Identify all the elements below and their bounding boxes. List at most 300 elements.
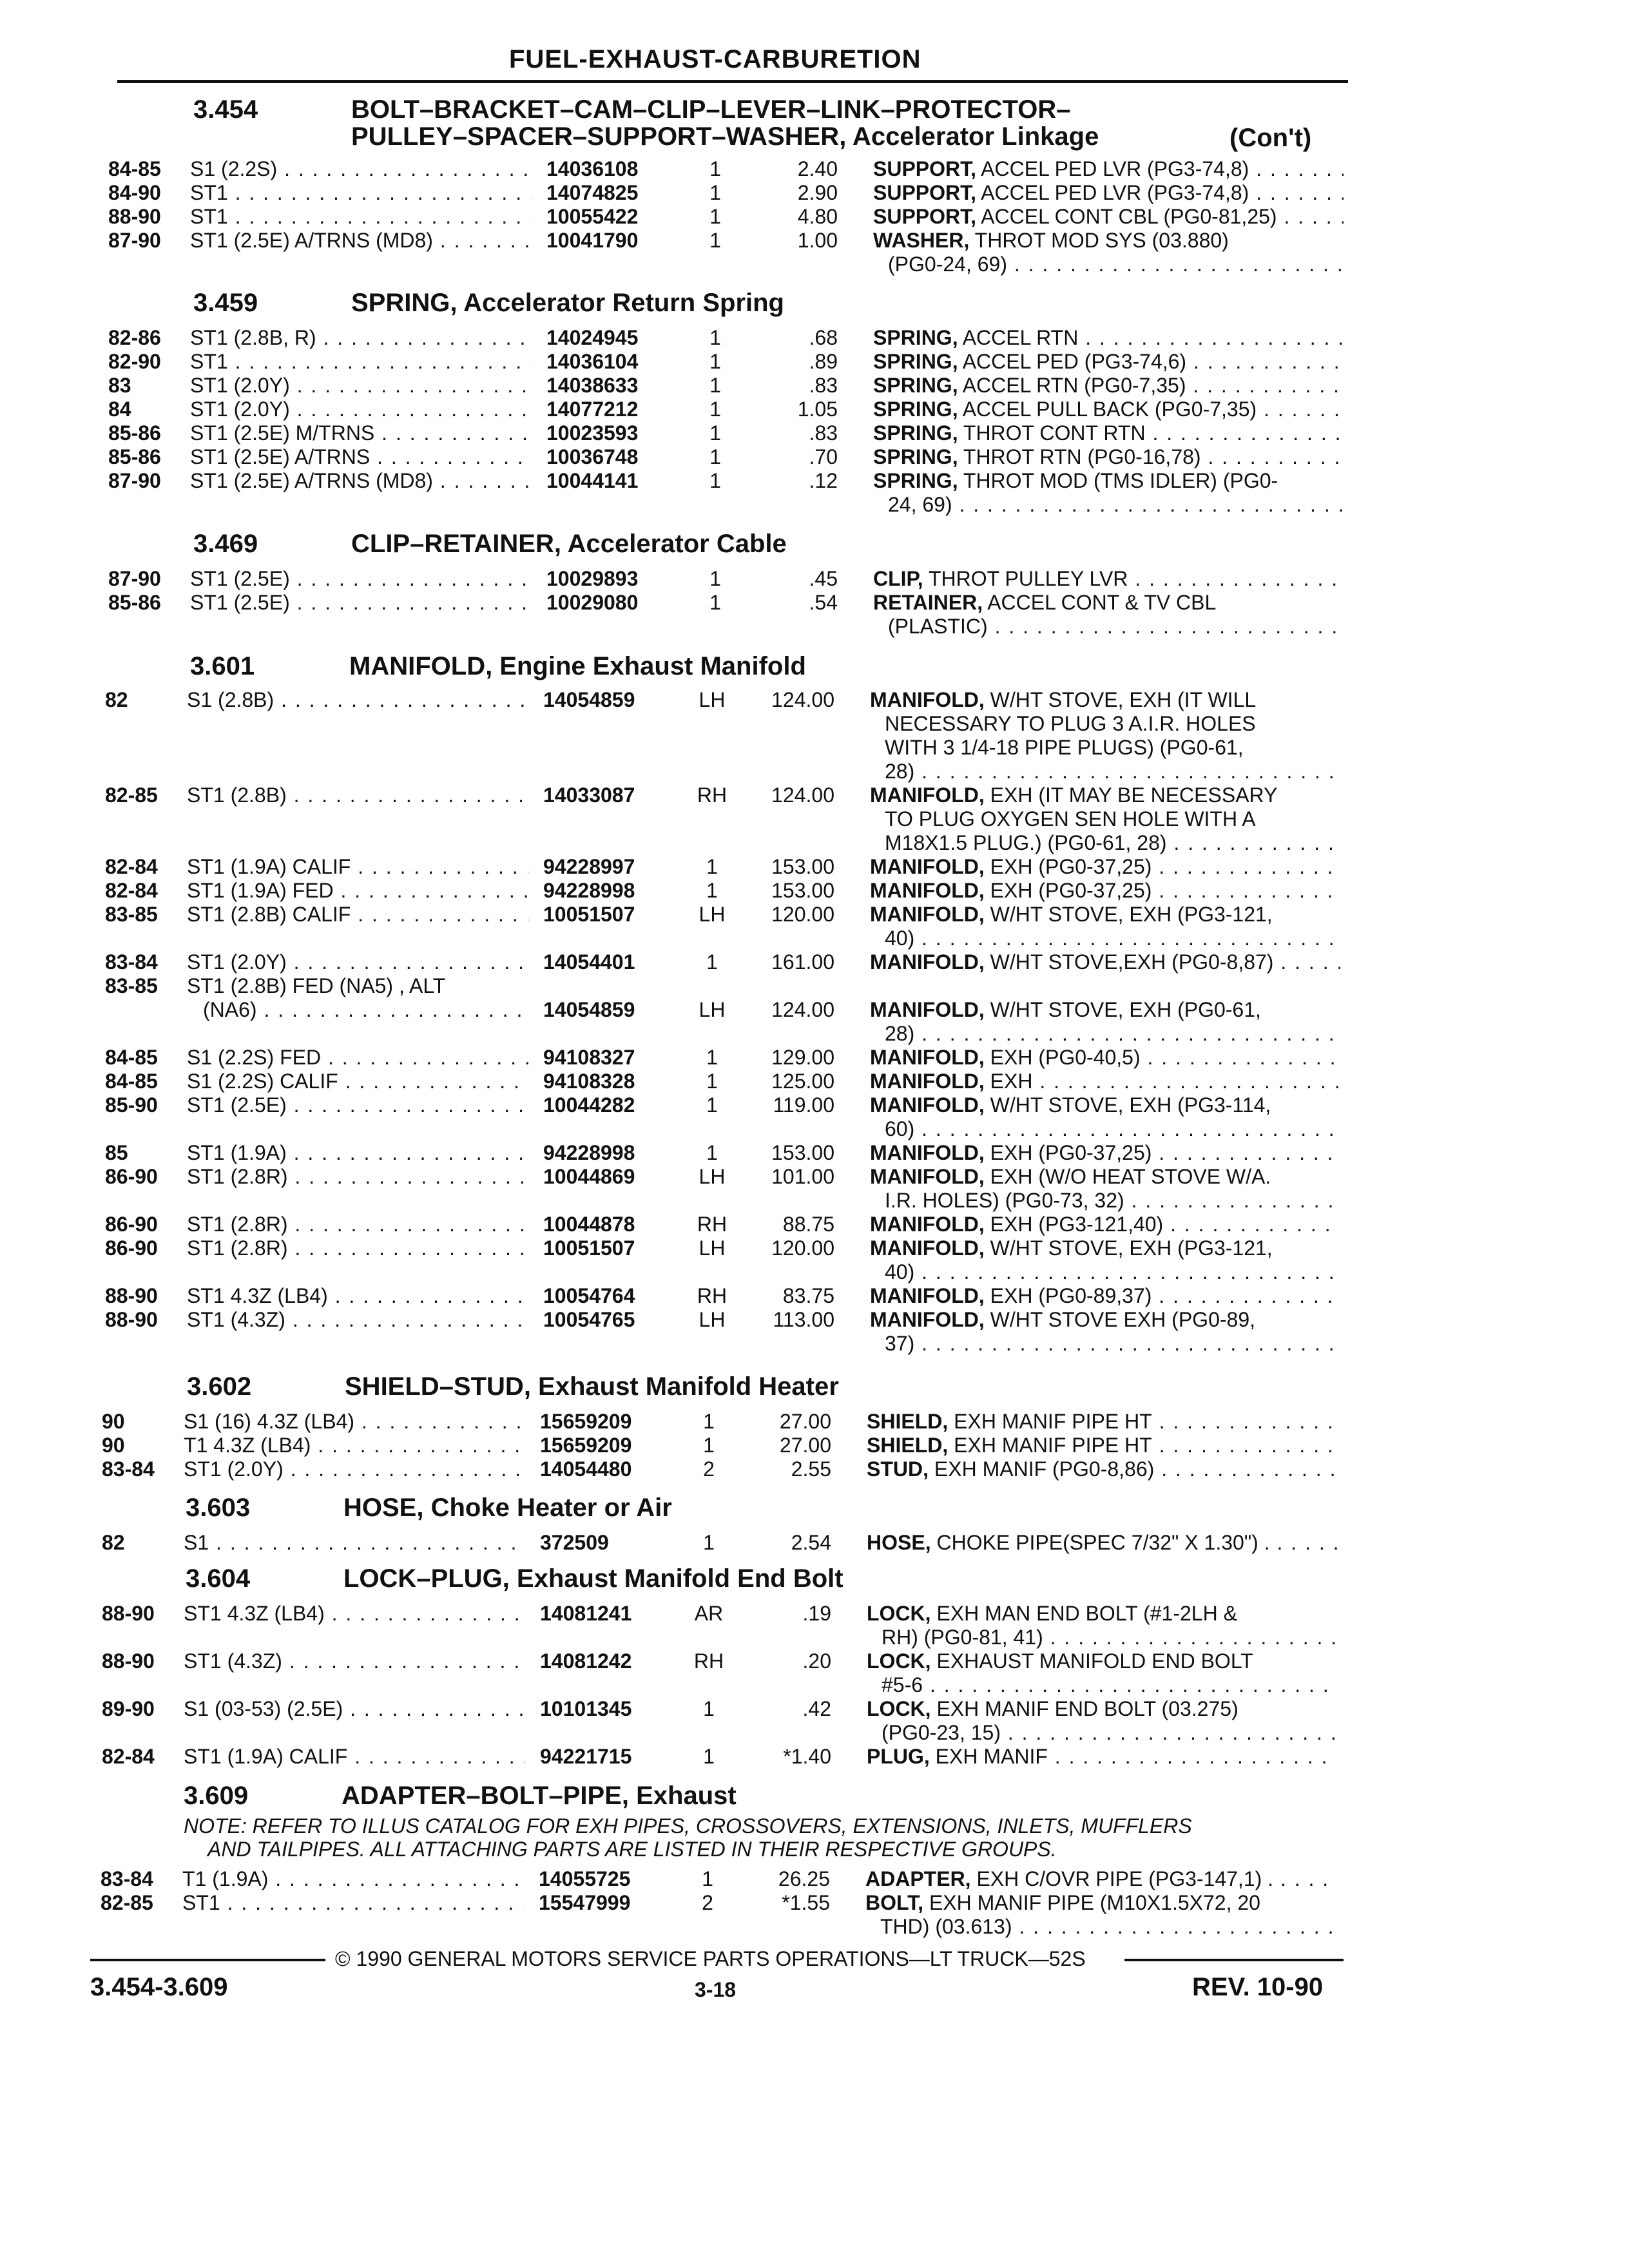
model-years: 83-85 xyxy=(105,903,158,926)
part-name-continuation xyxy=(0,831,1626,854)
part-number: 94221715 xyxy=(540,1745,632,1768)
part-name xyxy=(867,1602,1337,1626)
part-name xyxy=(870,1070,1340,1093)
model-years: 84-85 xyxy=(105,1070,158,1093)
part-name-cont: NECESSARY TO PLUG 3 A.I.R. HOLES xyxy=(885,712,1256,735)
part-name-bold: MANIFOLD, xyxy=(870,855,985,878)
part-number: 10029893 xyxy=(546,567,639,590)
quantity: 1 xyxy=(709,398,721,421)
model-years: 90 xyxy=(102,1410,125,1433)
part-name-rest: EXHAUST MANIFOLD END BOLT xyxy=(930,1649,1253,1673)
part-name-rest: W/HT STOVE, EXH (IT WILL xyxy=(984,688,1257,711)
application-desc: S1 . . . xyxy=(184,1531,525,1555)
part-number: 94228998 xyxy=(543,1141,635,1164)
model-years: 82-85 xyxy=(105,783,158,807)
part-name-bold: LOCK, xyxy=(867,1649,931,1673)
part-name xyxy=(870,998,1340,1022)
table-row xyxy=(0,205,1629,228)
quantity: 1 xyxy=(709,567,721,590)
part-name xyxy=(870,1141,1340,1165)
part-name xyxy=(867,1697,1337,1721)
quantity: RH xyxy=(693,1649,724,1673)
section-title: PULLEY–SPACER–SUPPORT–WASHER, Accelerator Linkage xyxy=(351,122,1099,151)
part-name-bold: SHIELD, xyxy=(867,1434,949,1457)
part-number: 10044878 xyxy=(543,1213,635,1236)
part-number: 10044141 xyxy=(546,469,639,492)
table-row xyxy=(0,903,1626,926)
application-desc: ST1 (2.8B, R) . . . xyxy=(190,326,532,350)
part-number: 10055422 xyxy=(546,205,639,228)
part-name xyxy=(870,903,1340,927)
part-name-continuation xyxy=(0,1022,1626,1045)
part-number: 94108328 xyxy=(543,1070,635,1093)
part-name xyxy=(873,181,1344,205)
quantity: 1 xyxy=(709,469,721,492)
model-years: 82-84 xyxy=(102,1745,155,1768)
part-name-continuation xyxy=(0,493,1629,516)
table-row xyxy=(0,1046,1626,1069)
application-desc: ST1 . . . xyxy=(182,1891,524,1915)
section-title: CLIP–RETAINER, Accelerator Cable xyxy=(351,530,787,558)
price: 120.00 xyxy=(771,1236,834,1260)
part-name-cont: 28) . . . xyxy=(885,1022,1340,1046)
price: .42 xyxy=(802,1697,831,1720)
part-name-bold: MANIFOLD, xyxy=(870,1070,985,1093)
part-name-rest: W/HT STOVE, EXH (PG3-121, xyxy=(984,903,1273,926)
section-title: ADAPTER–BOLT–PIPE, Exhaust xyxy=(342,1782,737,1810)
quantity: 1 xyxy=(703,1697,715,1720)
quantity: 1 xyxy=(706,950,718,974)
part-name-rest: ACCEL PED LVR (PG3-74,8) xyxy=(976,181,1249,204)
quantity: LH xyxy=(699,1236,726,1260)
part-number: 14055725 xyxy=(539,1867,631,1890)
part-name-rest: EXH (IT MAY BE NECESSARY xyxy=(984,783,1278,807)
table-row xyxy=(0,1649,1623,1673)
model-years: 82-85 xyxy=(101,1891,153,1914)
table-row xyxy=(0,1141,1626,1164)
part-name-bold: LOCK, xyxy=(867,1602,931,1625)
model-years: 88-90 xyxy=(108,205,161,228)
part-name xyxy=(873,469,1344,493)
quantity: LH xyxy=(699,1165,726,1188)
price: 88.75 xyxy=(782,1213,834,1236)
model-years: 85-90 xyxy=(105,1093,158,1117)
part-number: 10041790 xyxy=(546,229,639,252)
part-name-bold: SHIELD, xyxy=(867,1410,949,1433)
table-row xyxy=(0,421,1629,445)
part-name xyxy=(870,1236,1340,1260)
part-name xyxy=(865,1891,1336,1915)
application-desc: ST1 (1.9A) . . . xyxy=(187,1141,528,1165)
quantity: LH xyxy=(699,903,726,926)
part-number: 14074825 xyxy=(546,181,639,204)
application-desc: ST1 (2.0Y) . . . xyxy=(190,398,532,421)
part-name xyxy=(873,591,1344,615)
part-number: 372509 xyxy=(540,1531,609,1554)
application-desc: ST1 (2.5E) A/TRNS (MD8) . . . xyxy=(190,229,532,253)
model-years: 88-90 xyxy=(105,1284,158,1307)
quantity: 1 xyxy=(709,445,721,468)
table-row xyxy=(0,1236,1626,1260)
part-name-rest: EXH (PG0-37,25) xyxy=(984,855,1152,878)
part-name-bold: MANIFOLD, xyxy=(870,998,985,1021)
quantity: 1 xyxy=(709,326,721,349)
part-number: 10023593 xyxy=(546,421,639,445)
part-name-cont: 37) . . . xyxy=(885,1332,1340,1356)
part-name xyxy=(867,1410,1337,1434)
part-name-bold: SPRING, xyxy=(873,398,958,421)
part-name-bold: MANIFOLD, xyxy=(870,1141,985,1164)
part-name-bold: SPRING, xyxy=(873,445,958,468)
application-desc: ST1 (2.8B) CALIF . . . xyxy=(187,903,528,927)
part-number: 14033087 xyxy=(543,783,635,807)
part-number: 10101345 xyxy=(540,1697,632,1720)
section-title: SPRING, Accelerator Return Spring xyxy=(351,289,784,317)
application-desc: ST1 (2.5E) . . . xyxy=(190,567,532,591)
section-title: BOLT–BRACKET–CAM–CLIP–LEVER–LINK–PROTECTOR– xyxy=(351,95,1071,124)
part-name-cont: I.R. HOLES) (PG0-73, 32) . . . xyxy=(885,1189,1340,1213)
part-name-bold: BOLT, xyxy=(865,1891,924,1914)
part-name-bold: MANIFOLD, xyxy=(870,903,985,926)
price: 153.00 xyxy=(771,855,834,878)
part-number: 10051507 xyxy=(543,903,635,926)
model-years: 83 xyxy=(108,374,131,397)
part-name xyxy=(873,445,1344,469)
application-desc: ST1 (2.0Y) . . . xyxy=(187,950,528,974)
price: .89 xyxy=(809,350,838,373)
part-name-rest: EXH MANIF (PG0-8,86) xyxy=(929,1457,1155,1481)
part-name-cont: THD) (03.613) . . . xyxy=(880,1915,1336,1939)
model-years: 85-86 xyxy=(108,445,161,468)
price: 2.54 xyxy=(791,1531,831,1554)
application-desc: ST1 (2.0Y) . . . xyxy=(184,1457,525,1481)
quantity: 1 xyxy=(706,855,718,878)
table-row xyxy=(0,1867,1621,1890)
application-desc: S1 (2.2S) . . . xyxy=(190,157,532,181)
part-name-continuation xyxy=(0,1721,1623,1744)
table-row xyxy=(0,855,1626,878)
table-row xyxy=(0,229,1629,252)
quantity: 1 xyxy=(709,205,721,228)
page-title: FUEL-EXHAUST-CARBURETION xyxy=(509,45,921,73)
model-years: 83-84 xyxy=(101,1867,153,1890)
price: .54 xyxy=(809,591,838,614)
part-name-bold: MANIFOLD, xyxy=(870,879,985,902)
price: 1.05 xyxy=(797,398,838,421)
footer-section-range: 3.454-3.609 xyxy=(90,1973,228,2001)
table-row xyxy=(0,1457,1623,1481)
application-desc: ST1 (2.0Y) . . . xyxy=(190,374,532,398)
part-name xyxy=(873,398,1344,421)
table-row xyxy=(0,879,1626,902)
table-row xyxy=(0,398,1629,421)
quantity: 1 xyxy=(709,374,721,397)
part-name-bold: MANIFOLD, xyxy=(870,1236,985,1260)
part-name xyxy=(870,688,1340,712)
part-name-rest: EXH MANIF PIPE (M10X1.5X72, 20 xyxy=(923,1891,1260,1914)
part-name-bold: MANIFOLD, xyxy=(870,950,985,974)
part-name-rest: CHOKE PIPE(SPEC 7/32" X 1.30") . xyxy=(930,1531,1270,1554)
part-name-cont: TO PLUG OXYGEN SEN HOLE WITH A xyxy=(885,807,1256,831)
quantity: 1 xyxy=(703,1434,715,1457)
section-title: LOCK–PLUG, Exhaust Manifold End Bolt xyxy=(343,1564,843,1593)
part-name-continuation xyxy=(0,615,1629,638)
application-desc: ST1 (2.8B) . . . xyxy=(187,783,528,807)
part-name xyxy=(867,1434,1337,1457)
part-name-continuation xyxy=(0,1673,1623,1696)
part-name-continuation xyxy=(0,253,1629,276)
part-name-rest: THROT PULLEY LVR xyxy=(923,567,1128,590)
quantity: 1 xyxy=(706,1141,718,1164)
price: 129.00 xyxy=(771,1046,834,1069)
table-row xyxy=(0,1891,1621,1914)
quantity: 1 xyxy=(706,1093,718,1117)
part-name-bold: LOCK, xyxy=(867,1697,931,1720)
model-years: 87-90 xyxy=(108,567,161,590)
model-years: 82-90 xyxy=(108,350,161,373)
application-desc: ST1 (2.5E) . . . xyxy=(190,591,532,615)
part-name-bold: MANIFOLD, xyxy=(870,1308,985,1331)
part-name-rest: W/HT STOVE,EXH (PG0-8,87) xyxy=(984,950,1274,974)
application-desc: ST1 (4.3Z) . . . xyxy=(184,1649,525,1673)
part-name-rest: ACCEL PED LVR (PG3-74,8) xyxy=(976,157,1249,180)
part-name xyxy=(873,229,1344,253)
quantity: AR xyxy=(694,1602,724,1625)
part-number: 94228997 xyxy=(543,855,635,878)
model-years: 82-84 xyxy=(105,855,158,878)
part-name-continuation xyxy=(0,760,1626,783)
application-desc: ST1 4.3Z (LB4) . . . xyxy=(187,1284,528,1308)
part-name-bold: CLIP, xyxy=(873,567,923,590)
part-name xyxy=(870,783,1340,807)
price: 2.90 xyxy=(797,181,838,204)
part-name-bold: SUPPORT, xyxy=(873,181,977,204)
price: 120.00 xyxy=(771,903,834,926)
part-number: 14054401 xyxy=(543,950,635,974)
part-name xyxy=(870,1165,1340,1189)
part-name-rest: ACCEL RTN xyxy=(958,326,1079,349)
model-years: 82 xyxy=(105,688,128,711)
quantity: 1 xyxy=(706,1046,718,1069)
part-number: 15547999 xyxy=(539,1891,631,1914)
part-name-bold: SUPPORT, xyxy=(873,205,977,228)
model-years: 85-86 xyxy=(108,421,161,445)
quantity: 1 xyxy=(703,1410,715,1433)
quantity: 1 xyxy=(706,1070,718,1093)
part-name-rest: EXH C/OVR PIPE (PG3-147,1) . xyxy=(970,1867,1274,1890)
part-name-continuation xyxy=(0,1189,1626,1212)
part-name-rest: EXH xyxy=(984,1070,1033,1093)
application-desc: ST1 4.3Z (LB4) . . . xyxy=(184,1602,525,1626)
part-name-rest: EXH (W/O HEAT STOVE W/A. xyxy=(984,1165,1271,1188)
application-desc: ST1 (2.5E) A/TRNS (MD8) . . . xyxy=(190,469,532,493)
quantity: LH xyxy=(699,998,726,1021)
part-name xyxy=(873,326,1344,350)
application-desc: T1 4.3Z (LB4) . . . xyxy=(184,1434,525,1457)
part-name xyxy=(870,1213,1340,1236)
price: 124.00 xyxy=(771,998,834,1021)
table-row-cont xyxy=(0,998,1626,1021)
price: 153.00 xyxy=(771,879,834,902)
application-desc: ST1 (2.5E) M/TRNS . . . xyxy=(190,421,532,445)
part-name-bold: SPRING, xyxy=(873,374,958,397)
part-name-bold: SPRING, xyxy=(873,421,958,445)
table-row xyxy=(0,1531,1623,1554)
part-name-bold: MANIFOLD, xyxy=(870,1046,985,1069)
application-desc: ST1 . . . xyxy=(190,350,532,374)
part-name-bold: SUPPORT, xyxy=(873,157,977,180)
table-row xyxy=(0,1308,1626,1331)
price: .12 xyxy=(809,469,838,492)
price: *1.55 xyxy=(782,1891,830,1914)
price: 2.55 xyxy=(791,1457,831,1481)
application-desc: ST1 (2.8R) . . . xyxy=(187,1165,528,1189)
price: 26.25 xyxy=(778,1867,830,1890)
model-years: 84 xyxy=(108,398,131,421)
table-row xyxy=(0,1070,1626,1093)
part-name-rest: THROT CONT RTN xyxy=(958,421,1146,445)
part-name-bold: SPRING, xyxy=(873,469,958,492)
part-name-bold: ADAPTER, xyxy=(865,1867,971,1890)
part-name-rest: EXH MANIF PIPE HT xyxy=(948,1434,1152,1457)
model-years: 85 xyxy=(105,1141,128,1164)
model-years: 85-86 xyxy=(108,591,161,614)
table-row xyxy=(0,1697,1623,1720)
part-name-bold: SPRING, xyxy=(873,350,958,373)
part-name-rest: EXH MAN END BOLT (#1-2LH & xyxy=(930,1602,1237,1625)
application-desc: T1 (1.9A) . . . xyxy=(182,1867,524,1891)
application-desc: ST1 (2.8B) FED (NA5) , ALT xyxy=(187,974,446,997)
price: 124.00 xyxy=(771,688,834,711)
part-name-bold: SPRING, xyxy=(873,326,958,349)
quantity: 1 xyxy=(709,421,721,445)
part-name xyxy=(873,350,1344,374)
part-name-bold: RETAINER, xyxy=(873,591,983,614)
table-row xyxy=(0,350,1629,373)
price: 161.00 xyxy=(771,950,834,974)
part-name xyxy=(873,157,1344,181)
part-name xyxy=(867,1457,1337,1481)
application-desc: ST1 (1.9A) CALIF . . . xyxy=(184,1745,525,1769)
part-name-bold: MANIFOLD, xyxy=(870,1165,985,1188)
part-name-bold: MANIFOLD, xyxy=(870,688,985,711)
part-name-continuation xyxy=(0,712,1626,735)
price: .70 xyxy=(809,445,838,468)
part-name-rest: W/HT STOVE, EXH (PG3-121, xyxy=(984,1236,1273,1260)
part-name-rest: ACCEL PED (PG3-74,6) xyxy=(958,350,1187,373)
part-name-rest: ACCEL CONT & TV CBL xyxy=(983,591,1217,614)
part-name-rest: THROT MOD (TMS IDLER) (PG0- xyxy=(958,469,1278,492)
table-row xyxy=(0,1434,1623,1457)
table-row xyxy=(0,1284,1626,1307)
price: 119.00 xyxy=(773,1093,834,1117)
quantity: 1 xyxy=(709,591,721,614)
table-row xyxy=(0,157,1629,180)
part-number: 10054765 xyxy=(543,1308,635,1331)
part-name xyxy=(870,1093,1340,1117)
price: *1.40 xyxy=(783,1745,831,1768)
section-number: 3.459 xyxy=(193,289,258,317)
table-row xyxy=(0,1745,1623,1768)
price: .83 xyxy=(809,421,838,445)
quantity: RH xyxy=(697,783,728,807)
application-desc: ST1 . . . xyxy=(190,205,532,229)
model-years: 90 xyxy=(102,1434,125,1457)
price: .83 xyxy=(809,374,838,397)
application-desc: ST1 . . . xyxy=(190,181,532,205)
section-number: 3.454 xyxy=(193,95,258,124)
part-name-continuation xyxy=(0,807,1626,831)
price: .20 xyxy=(802,1649,831,1673)
application-desc: ST1 (2.8R) . . . xyxy=(187,1236,528,1260)
part-name-continuation xyxy=(0,1626,1623,1649)
part-number: 15659209 xyxy=(540,1410,632,1433)
part-name-cont: 60) . . . xyxy=(885,1117,1340,1141)
part-number: 94108327 xyxy=(543,1046,635,1069)
part-name-rest: EXH (PG0-89,37) xyxy=(984,1284,1152,1307)
table-row xyxy=(0,374,1629,397)
table-row xyxy=(0,469,1629,492)
model-years: 88-90 xyxy=(105,1308,158,1331)
price: 2.40 xyxy=(797,157,838,180)
model-years: 88-90 xyxy=(102,1602,155,1625)
part-number: 14036108 xyxy=(546,157,639,180)
quantity: 1 xyxy=(709,157,721,180)
table-row xyxy=(0,567,1629,590)
part-name-rest: ACCEL RTN (PG0-7,35) xyxy=(958,374,1186,397)
part-number: 15659209 xyxy=(540,1434,632,1457)
table-row xyxy=(0,1093,1626,1117)
quantity: 1 xyxy=(709,229,721,252)
part-number: 94228998 xyxy=(543,879,635,902)
part-name-cont: RH) (PG0-81, 41) . . . xyxy=(882,1626,1337,1649)
section-number: 3.603 xyxy=(186,1494,251,1522)
section-number: 3.609 xyxy=(184,1782,249,1810)
part-number: 14054480 xyxy=(540,1457,632,1481)
section-note: AND TAILPIPES. ALL ATTACHING PARTS ARE LISTED IN THEIR RESPECTIVE GROUPS. xyxy=(207,1838,1057,1861)
model-years: 87-90 xyxy=(108,229,161,252)
quantity: 1 xyxy=(709,181,721,204)
part-number: 10051507 xyxy=(543,1236,635,1260)
part-number: 10044282 xyxy=(543,1093,635,1117)
part-name-continuation xyxy=(0,1117,1626,1140)
part-number: 14024945 xyxy=(546,326,639,349)
application-desc: S1 (2.2S) FED . . . xyxy=(187,1046,528,1070)
model-years: 88-90 xyxy=(102,1649,155,1673)
part-name-bold: MANIFOLD, xyxy=(870,1093,985,1117)
part-name xyxy=(870,855,1340,879)
footer-rule xyxy=(90,1959,325,1961)
quantity: 1 xyxy=(702,1867,713,1890)
price: 113.00 xyxy=(773,1308,834,1331)
part-name-bold: MANIFOLD, xyxy=(870,1213,985,1236)
section-number: 3.601 xyxy=(190,652,255,680)
part-number: 10044869 xyxy=(543,1165,635,1188)
part-name-cont: (PLASTIC) . . . xyxy=(888,615,1344,639)
application-desc: ST1 (1.9A) FED . . . xyxy=(187,879,528,903)
application-desc: ST1 (4.3Z) . . . xyxy=(187,1308,528,1332)
price: .19 xyxy=(802,1602,831,1625)
section-title: MANIFOLD, Engine Exhaust Manifold xyxy=(349,652,806,680)
application-desc: ST1 (2.5E) A/TRNS . . . xyxy=(190,445,532,469)
part-name xyxy=(867,1649,1337,1673)
part-name-bold: WASHER, xyxy=(873,229,970,252)
price: 153.00 xyxy=(771,1141,834,1164)
part-number: 10029080 xyxy=(546,591,639,614)
price: 125.00 xyxy=(771,1070,834,1093)
part-name-continuation xyxy=(0,1915,1621,1938)
price: 27.00 xyxy=(779,1410,831,1433)
